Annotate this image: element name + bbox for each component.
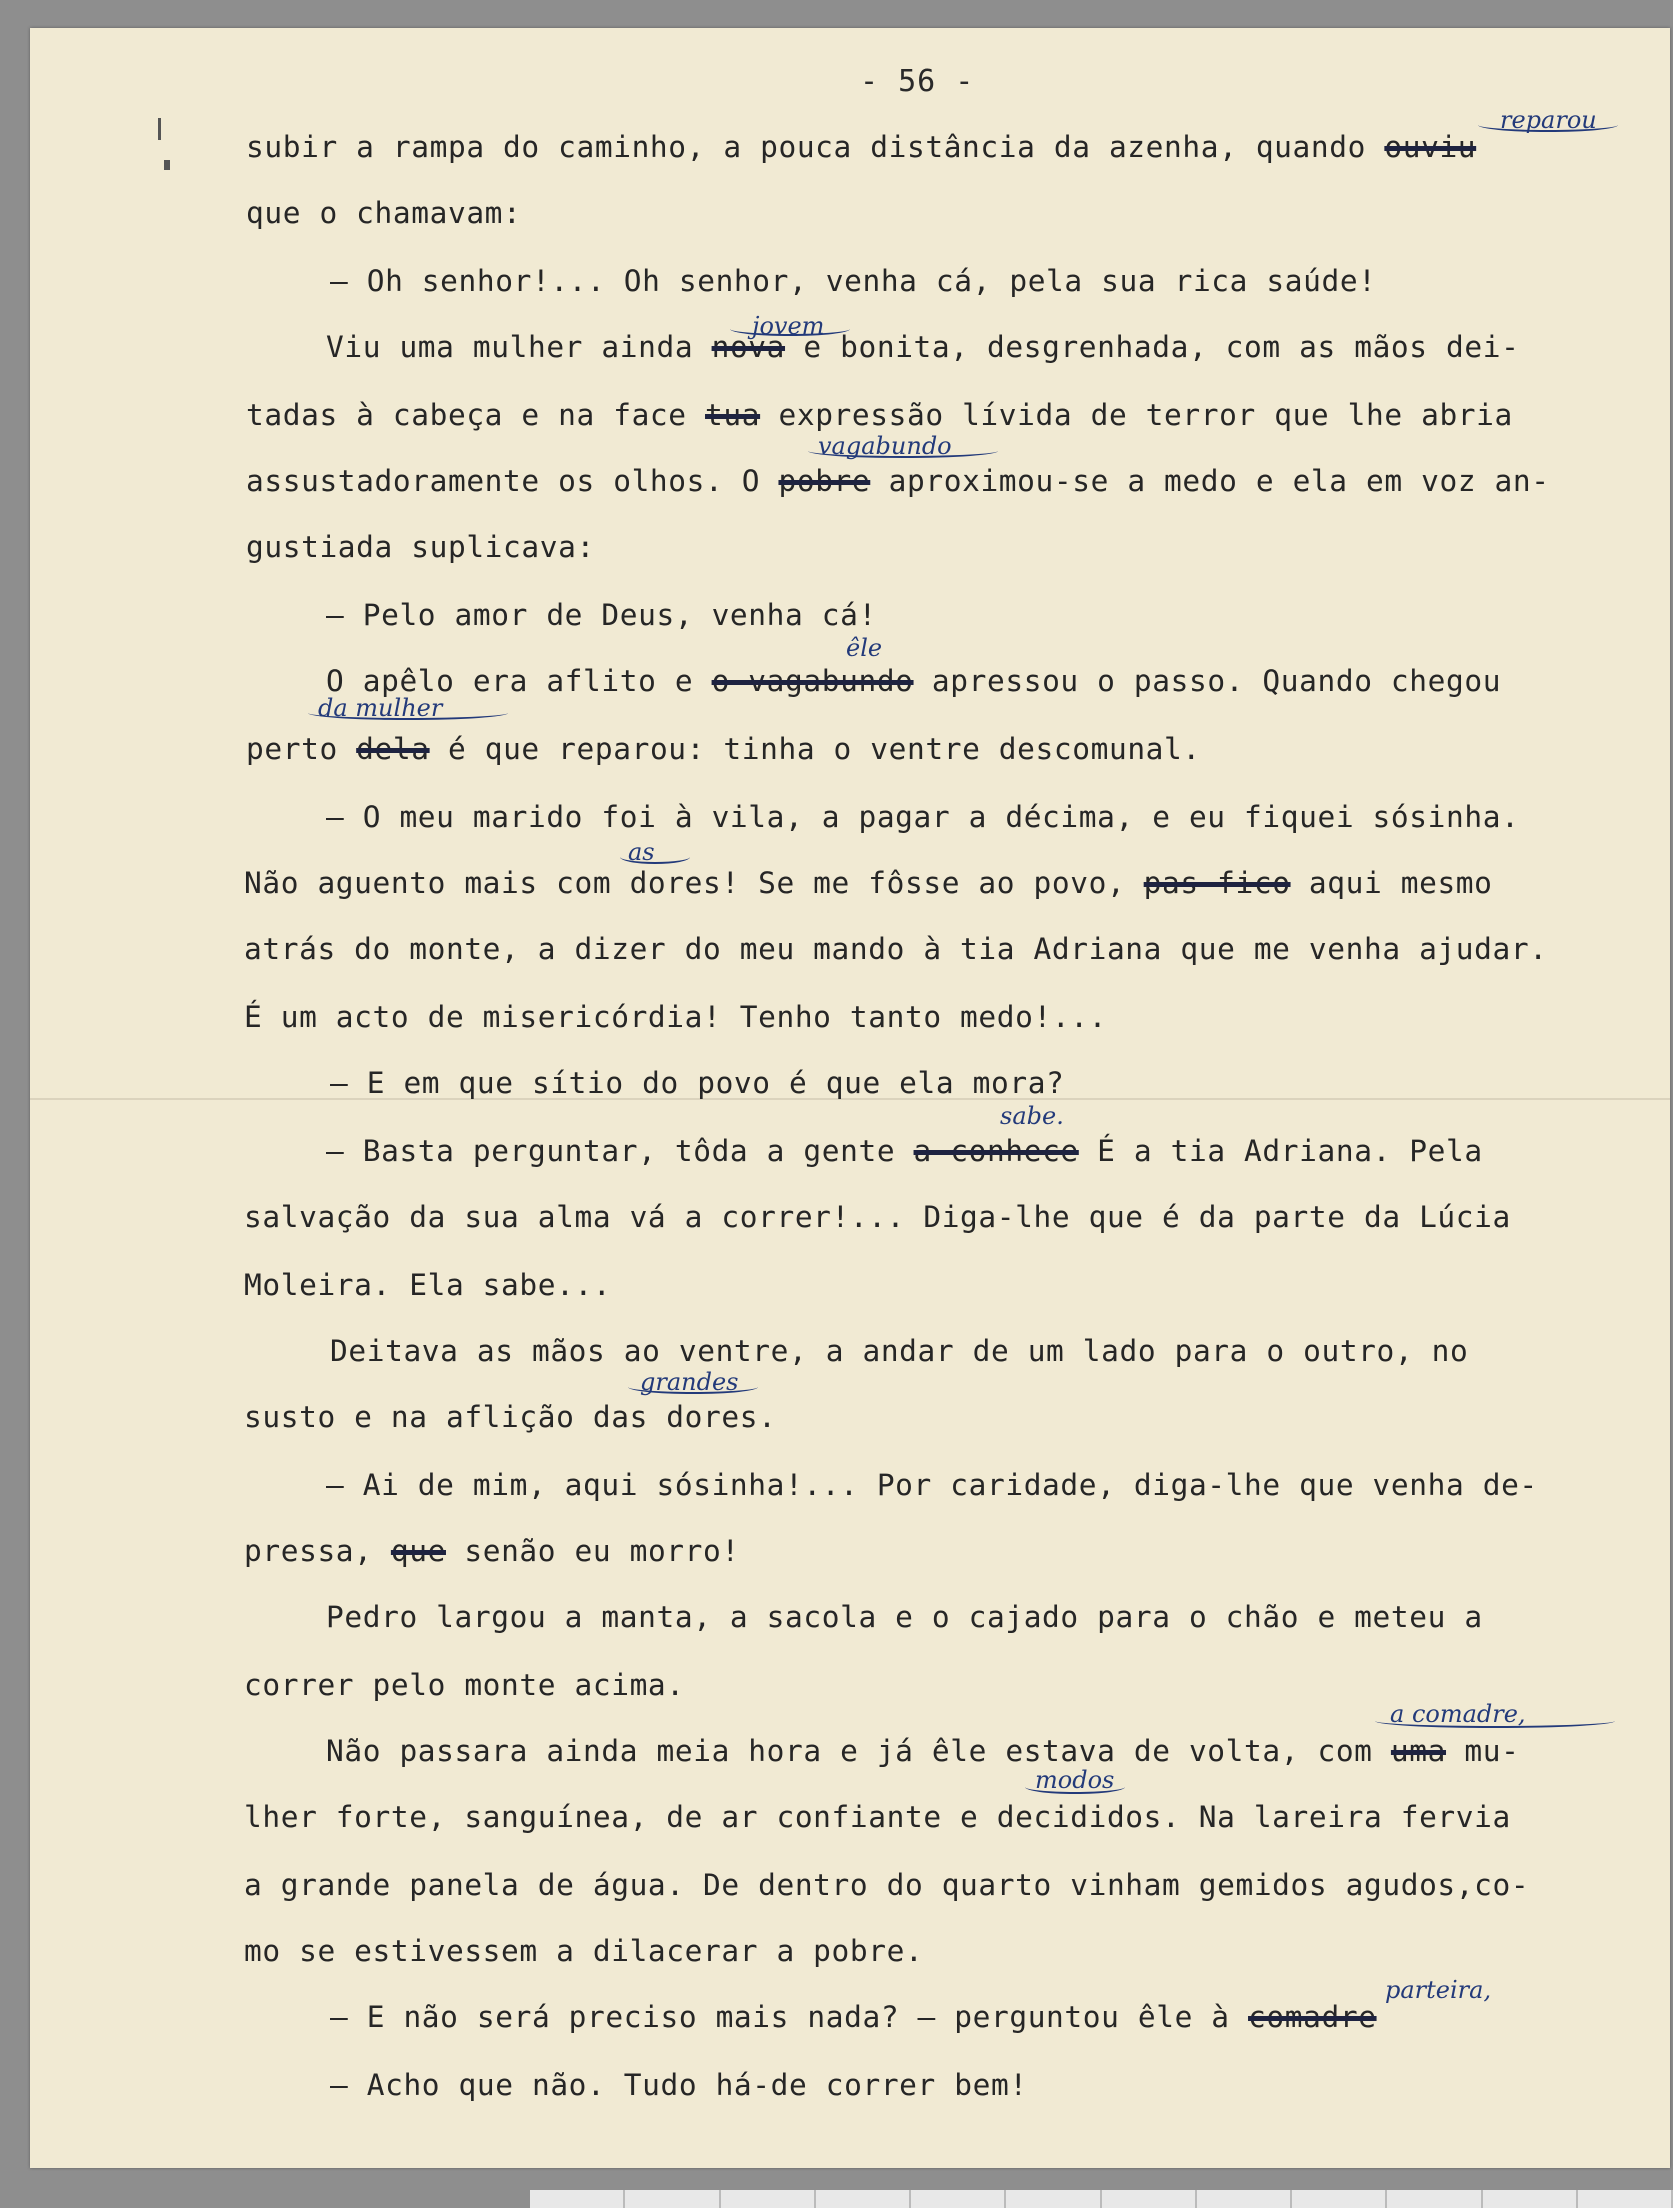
typed-line: [246, 398, 1513, 432]
handwritten-annotation: parteira,: [1385, 1976, 1492, 2004]
typed-line: [326, 1600, 1483, 1634]
line-text: salvação da sua alma vá a correr!... Diga-lhe que é da parte da Lúcia: [244, 1200, 1511, 1234]
line-text: expressão lívida de terror que lhe abria: [760, 398, 1513, 432]
insertion-caret: [730, 322, 850, 336]
line-text: mo se estivessem a dilacerar a pobre.: [244, 1934, 924, 1968]
typed-line: [244, 1868, 1529, 1902]
line-text: — Pelo amor de Deus, venha cá!: [326, 598, 877, 632]
line-text: É um acto de misericórdia! Tenho tanto medo!...: [244, 1000, 1107, 1034]
color-scale-bar: [530, 2190, 1673, 2208]
typed-line: [246, 530, 595, 564]
line-text: — E em que sítio do povo é que ela mora?: [330, 1066, 1065, 1100]
handwritten-annotation: a comadre,: [1390, 1700, 1526, 1728]
page-number: - 56 -: [860, 64, 975, 99]
line-text: aproximou-se a medo e ela em voz an-: [870, 464, 1550, 498]
line-text: susto e na aflição das dores.: [244, 1400, 777, 1434]
line-text: gustiada suplicava:: [246, 530, 595, 564]
typed-line: [330, 1066, 1064, 1100]
typed-line: [326, 330, 1519, 364]
typed-line: [326, 664, 1501, 698]
insertion-caret: [628, 1380, 758, 1394]
struck-word: tua: [705, 398, 761, 432]
struck-word: pobre: [778, 464, 871, 498]
line-text: correr pelo monte acima.: [244, 1668, 685, 1702]
typed-line: [330, 264, 1377, 298]
margin-mark: [164, 160, 170, 170]
handwritten-annotation: as: [628, 838, 655, 866]
handwritten-annotation: da mulher: [318, 694, 443, 722]
line-text: atrás do monte, a dizer do meu mando à tia Adriana que me venha ajudar.: [244, 932, 1548, 966]
line-text: a grande panela de água. De dentro do quarto vinham gemidos agudos,co-: [244, 1868, 1530, 1902]
struck-word: dela: [356, 732, 430, 766]
line-text: — Oh senhor!... Oh senhor, venha cá, pela sua rica saúde!: [330, 264, 1377, 298]
line-text: — E não será preciso mais nada? — perguntou êle à: [330, 2000, 1249, 2034]
typed-line: [244, 1000, 1107, 1034]
line-text: Deitava as mãos ao ventre, a andar de um lado para o outro, no: [330, 1334, 1469, 1368]
line-text: É a tia Adriana. Pela: [1078, 1134, 1483, 1168]
line-text: Não passara ainda meia hora e já êle estava de volta, com: [326, 1734, 1391, 1768]
handwritten-annotation: grandes: [640, 1368, 739, 1396]
line-text: Moleira. Ela sabe...: [244, 1268, 612, 1302]
typed-line: [246, 732, 1201, 766]
struck-word: pas-fico: [1143, 866, 1291, 900]
line-text: O apêlo era aflito e: [326, 664, 712, 698]
struck-word: nova: [711, 330, 786, 364]
margin-mark: [158, 118, 161, 140]
line-text: senão eu morro!: [445, 1534, 740, 1568]
line-text: pressa,: [244, 1534, 391, 1568]
typed-line: [326, 1468, 1538, 1502]
struck-word: que: [390, 1534, 446, 1568]
typed-line: [244, 932, 1548, 966]
line-text: tadas à cabeça e na face: [246, 398, 706, 432]
struck-word: ouviu: [1384, 130, 1477, 164]
typed-line: [246, 130, 1476, 164]
struck-word: comadre: [1248, 2000, 1377, 2034]
handwritten-annotation: vagabundo: [818, 432, 952, 460]
insertion-caret: [308, 706, 508, 720]
typed-line: [244, 1534, 740, 1568]
insertion-caret: [620, 850, 690, 864]
struck-word: a conhece: [913, 1134, 1079, 1168]
typed-line: [244, 1800, 1511, 1834]
line-text: perto: [246, 732, 357, 766]
typed-line: [330, 2000, 1377, 2034]
line-text: — O meu marido foi à vila, a pagar a décima, e eu fiquei sósinha.: [326, 800, 1520, 834]
handwritten-annotation: modos: [1035, 1766, 1115, 1794]
line-text: Viu uma mulher ainda: [326, 330, 712, 364]
line-text: subir a rampa do caminho, a pouca distância da azenha, quando: [246, 130, 1385, 164]
typed-line: [244, 1668, 685, 1702]
handwritten-annotation: sabe.: [1000, 1102, 1064, 1130]
insertion-caret: [1478, 118, 1618, 132]
typed-line: [244, 1400, 776, 1434]
handwritten-annotation: jovem: [752, 312, 825, 340]
line-text: — Basta perguntar, tôda a gente: [326, 1134, 914, 1168]
typed-line: [246, 464, 1550, 498]
line-text: Não aguento mais com dores! Se me fôsse ao povo,: [244, 866, 1144, 900]
typed-line: [330, 1334, 1468, 1368]
insertion-caret: [808, 444, 998, 458]
insertion-caret: [1375, 1714, 1615, 1728]
typed-line: [326, 800, 1519, 834]
typed-line: [326, 1134, 1483, 1168]
typed-line: [244, 1268, 611, 1302]
typed-line: [326, 1734, 1519, 1768]
insertion-caret: [1025, 1780, 1125, 1794]
typed-line: [330, 2068, 1028, 2102]
typed-line: [326, 598, 877, 632]
line-text: — Acho que não. Tudo há-de correr bem!: [330, 2068, 1028, 2102]
line-text: e bonita, desgrenhada, com as mãos dei-: [785, 330, 1520, 364]
struck-word: uma: [1390, 1734, 1447, 1768]
line-text: apressou o passo. Quando chegou: [913, 664, 1502, 698]
line-text: que o chamavam:: [246, 196, 522, 230]
line-text: — Ai de mim, aqui sósinha!... Por caridade, diga-lhe que venha de-: [326, 1468, 1538, 1502]
line-text: aqui mesmo: [1290, 866, 1493, 900]
handwritten-annotation: êle: [846, 634, 883, 662]
typed-line: [244, 1934, 923, 1968]
line-text: assustadoramente os olhos. O: [246, 464, 779, 498]
typed-line: [244, 1200, 1511, 1234]
line-text: lher forte, sanguínea, de ar confiante e decididos. Na lareira fervia: [244, 1800, 1511, 1834]
handwritten-annotation: reparou: [1500, 106, 1597, 134]
typed-line: [246, 196, 521, 230]
line-text: mu-: [1446, 1734, 1520, 1768]
line-text: Pedro largou a manta, a sacola e o cajado para o chão e meteu a: [326, 1600, 1483, 1634]
struck-word: o vagabundo: [711, 664, 914, 698]
typed-line: [244, 866, 1493, 900]
line-text: é que reparou: tinha o ventre descomunal.: [429, 732, 1201, 766]
